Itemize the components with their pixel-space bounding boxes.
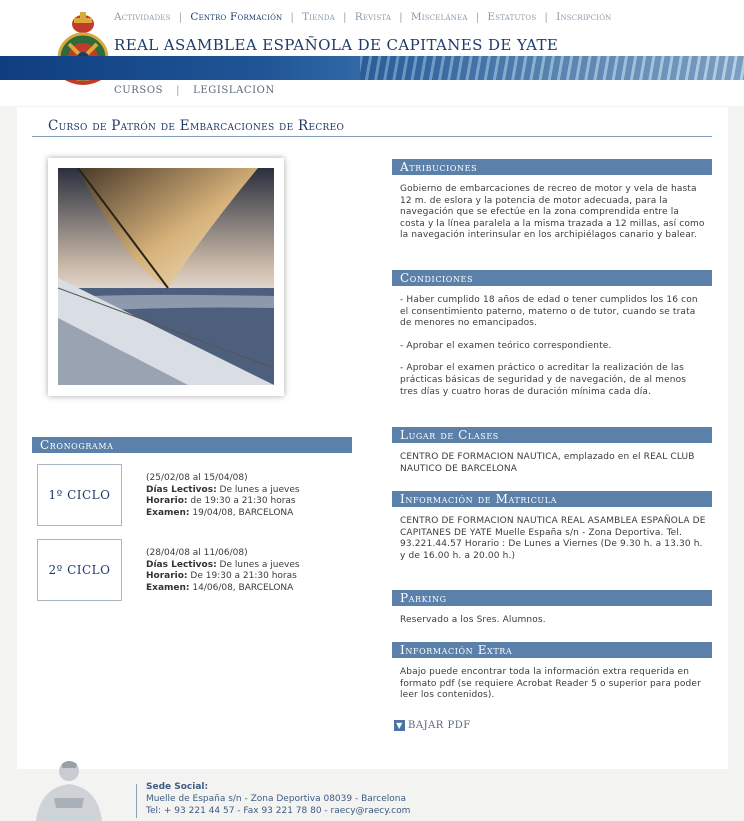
ciclo-1-box[interactable]: [37, 464, 122, 526]
nav-separator: |: [290, 11, 295, 23]
matricula-text: CENTRO DE FORMACION NAUTICA REAL ASAMBLEA ESPAÑOLA DE CAPITANES DE YATE Muelle España s/n - Zona Deportiva. Tel. 93.221.44.57 Horario : De Lunes a Viernes (De 9.30 h. a 13.30 h. y de 16.00 h. a 20.00 h.): [400, 516, 706, 561]
club-emblem-logo[interactable]: [56, 10, 110, 96]
ciclo-2-box[interactable]: [37, 539, 122, 601]
ciclo-1-dates: (25/02/08 al 15/04/08): [146, 473, 248, 483]
download-pdf-link[interactable]: [394, 720, 471, 731]
subnav-legislacion[interactable]: LEGISLACION: [193, 85, 275, 96]
ciclo-2-horario: Horario: De 19:30 a 21:30 horas: [146, 571, 297, 581]
ciclo-1-info: [146, 473, 300, 519]
ciclo-2-examen: Examen: 14/06/08, BARCELONA: [146, 582, 294, 593]
lugar-text: CENTRO DE FORMACION NAUTICA, emplazado en el REAL CLUB NAUTICO DE BARCELONA: [400, 452, 695, 474]
footer-divider: [136, 784, 137, 818]
site-header: [0, 0, 744, 106]
footer-contact[interactable]: Tel: + 93 221 44 57 - Fax 93 221 78 80 - raecy@raecy.com: [146, 806, 411, 816]
nav-separator: |: [399, 11, 403, 23]
nav-centro-formacion[interactable]: Centro Formación: [190, 11, 283, 23]
nav-tienda[interactable]: Tienda: [302, 11, 335, 23]
condiciones-p3: - Aprobar el examen práctico o acreditar la realización de las prácticas básicas de seguridad y de navegación, de al menos tres días y cuatro horas de duración mínima cada día.: [400, 363, 687, 397]
page-title: Curso de Patrón de Embarcaciones de Recreo: [48, 118, 345, 134]
nav-separator: |: [544, 11, 549, 23]
nav-separator: |: [475, 11, 480, 23]
ciclo-2-info: [146, 548, 300, 594]
sub-nav: [114, 85, 275, 96]
extra-heading: Información Extra: [392, 642, 712, 658]
nav-actividades[interactable]: Actividades: [114, 11, 171, 23]
main-nav: [114, 11, 611, 23]
condiciones-p1: - Haber cumplido 18 años de edad o tener cumplidos los 16 con el consentimiento paterno, materno o de tutor, cuando se trata de menores no emancipados.: [400, 295, 698, 329]
sea-wave-texture: [360, 56, 744, 80]
nav-separator: |: [342, 11, 347, 23]
download-pdf-label: BAJAR PDF: [408, 720, 471, 731]
footer-street: Muelle de España s/n - Zona Deportiva 08039 - Barcelona: [146, 794, 406, 804]
nav-miscelanea[interactable]: Miscelánea: [410, 11, 468, 23]
course-photo-frame: [48, 158, 284, 396]
ciclo-1-horario: Horario: de 19:30 a 21:30 horas: [146, 496, 296, 506]
ciclo-2-label: 2º CICLO: [48, 563, 111, 577]
footer-address: [146, 781, 410, 817]
lugar-heading: Lugar de Clases: [392, 427, 712, 443]
nav-revista[interactable]: Revista: [354, 11, 392, 23]
site-title: REAL ASAMBLEA ESPAÑOLA DE CAPITANES DE YATE: [114, 36, 559, 54]
download-arrow-icon: ▼: [394, 720, 405, 731]
sea-banner: [0, 56, 744, 80]
nav-separator: |: [178, 11, 183, 23]
condiciones-p2: - Aprobar el examen teórico correspondiente.: [400, 340, 612, 351]
atribuciones-text: Gobierno de embarcaciones de recreo de motor y vela de hasta 12 m. de eslora y la potencia de motor adecuada, para la navegación que se efectúe en la zona comprendida entre la costa y la línea paralela a la misma trazada a 12 millas, así como la navegación interinsular en los archipiélagos canario y balear.: [400, 184, 705, 241]
parking-heading: Parking: [392, 590, 712, 606]
condiciones-heading: Condiciones: [392, 270, 712, 286]
subnav-cursos[interactable]: CURSOS: [114, 85, 164, 96]
extra-text: Abajo puede encontrar toda la información extra requerida en formato pdf (se requiere Acrobat Reader 5 o superior para poder leer los contenidos).: [400, 667, 701, 701]
ciclo-1-dias: Días Lectivos: De lunes a jueves: [146, 484, 300, 495]
nav-inscripcion[interactable]: Inscripción: [556, 11, 612, 23]
title-divider: [32, 136, 712, 137]
matricula-heading: Información de Matricula: [392, 491, 712, 507]
footer-label: Sede Social:: [146, 782, 209, 792]
parking-text: Reservado a los Sres. Alumnos.: [400, 615, 546, 625]
sailboat-photo: [58, 168, 274, 385]
atribuciones-heading: Atribuciones: [392, 159, 712, 175]
ciclo-2-dates: (28/04/08 al 11/06/08): [146, 548, 248, 558]
nav-estatutos[interactable]: Estatutos: [487, 11, 537, 23]
cronograma-heading: Cronograma: [32, 437, 352, 453]
captain-figure-illustration: [32, 758, 106, 821]
condiciones-text: [400, 295, 706, 398]
subnav-separator: |: [176, 85, 181, 96]
ciclo-2-dias: Días Lectivos: De lunes a jueves: [146, 559, 300, 570]
ciclo-1-examen: Examen: 19/04/08, BARCELONA: [146, 507, 294, 518]
ciclo-1-label: 1º CICLO: [48, 488, 111, 502]
